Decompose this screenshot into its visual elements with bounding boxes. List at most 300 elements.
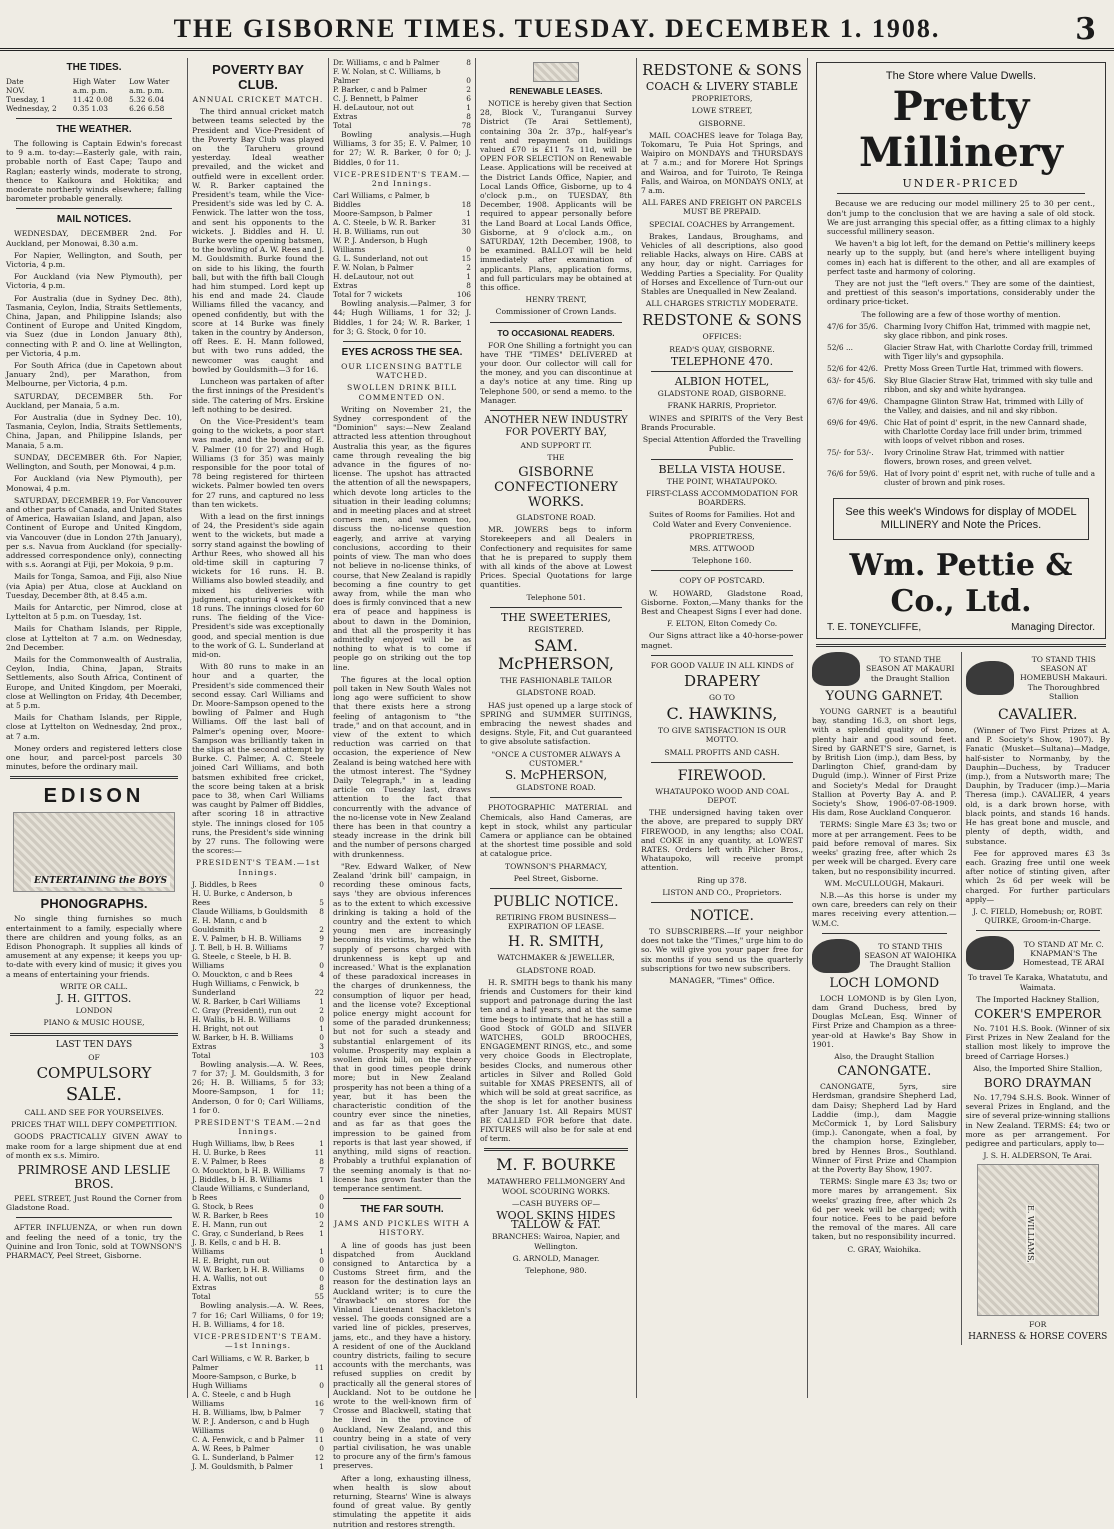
row-label: J. T. Bell, b H. B. Williams (192, 942, 288, 952)
telephone: Telephone 160. (692, 556, 752, 566)
score-row (192, 889, 324, 907)
row-value: 2 (319, 1220, 324, 1230)
cash-buyers: —CASH BUYERS OF— (511, 1198, 601, 1208)
divider (490, 410, 622, 411)
score-row (333, 272, 471, 281)
score-row (192, 1390, 324, 1408)
gisborne: GISBORNE. (698, 118, 746, 128)
hat-price: 47/6 for 35/6. (827, 321, 878, 331)
row-value: 0 (466, 76, 471, 85)
proprietress: PROPRIETRESS, (689, 531, 755, 541)
total-value: 103 (309, 1050, 324, 1060)
hat-description: Chic Hat of point d' esprit, in the new Cannard shade, with Charlotte Corday lace frill under brim, trimmed with loops of velvet ribbon and roses. (883, 417, 1087, 445)
row-value: 2 (319, 1005, 324, 1015)
peel-text: PEEL STREET, Just Round the Corner from Gladstone Road. (6, 1194, 182, 1213)
row-value: 9 (319, 933, 324, 943)
hat-item (827, 322, 1095, 343)
row-label: Hugh Williams, c Fenwick, b Sunderland (192, 978, 299, 997)
article-para: A line of goods has just been dispatched from Auckland consigned to Antarctica by a Customs Street firm, and the reason for the destination lays an Auckland writer; is to cure the "drawback" on stores for the Vinland Lieutenant Shackleton's vessel. The goods consigned are a varied line of pickles, preserves, jams, etc., and they have a history. A resident of one of the Auckland country districts, failing to secure accounts with the merchants, was refused supplies on credit by practically all the general stores of Auckland. Not to be outdone he wrote to the well-known firm of Crosse and Blackwell, stating that he lived in the province of Auckland, New Zealand, and this country being in a state of very partial civilisation, he was unable to procure any of the firm's famous preserves. (333, 1240, 471, 1471)
score-row (192, 1139, 324, 1148)
total-row (333, 121, 471, 130)
knapman: TO STAND AT Mr. C. KNAPMAN'S The Homestead, TE ARAI (1023, 939, 1105, 967)
score-row (192, 1283, 324, 1292)
table-cell: NOV. (6, 86, 25, 95)
column-5 (641, 58, 803, 1398)
masthead (0, 8, 1114, 51)
horse-icon (812, 939, 860, 973)
knapman-header (966, 936, 1111, 970)
row-value: 12 (314, 1452, 324, 1462)
table-cell: 0.35 1.03 (72, 104, 108, 113)
article-para: With a lead on the first innings of 24, the President's side again went to the wickets, but made a sorry stand against the bowling of Arthur Rees, who showed all his old-time skill in capturing 7 wickets for 16 runs. H. B. Williams also bowled steadily, and mixed his deliveries with judgment, capturing 4 wickets for 18 runs. The innings closed for 60 runs. The fielding of the Vice-President's side was exceptionally good, and special mention is due to the work of G. L. Sunderland at mid-on. (192, 511, 324, 659)
score-row (192, 1211, 324, 1220)
article-para: On the Vice-President's team going to the wickets, a poor start was made, and the bowling of E. V. Palmer (10 for 27) and Hugh Williams (3 for 35) was mainly responsible for the poor total of 78 being registered for thirteen wickets. Palmer bowled ten overs for 27 runs, and captured no less than ten wickets. (192, 416, 324, 509)
cav-fee: Fee for approved mares £3 3s each. Grazing free until one week after notice of stinting given, after which 2s 6d per week will be charged. For further particulars apply— (965, 848, 1110, 904)
peel-street: Peel Street, Gisborne. (513, 873, 599, 883)
hat-price: 75/- for 53/-. (827, 447, 874, 457)
special-attention: Special Attention Afforded the Travelling Public. (642, 435, 802, 454)
wines-text: WINES and SPIRITS of the Very Best Brands Procurable. (641, 413, 803, 432)
row-label: Moore-Sampson, b Palmer (333, 209, 433, 219)
hat-price: 69/6 for 49/6. (827, 417, 878, 427)
hat-price: 63/- for 45/6. (827, 375, 876, 385)
occasional-heading: TO OCCASIONAL READERS. (497, 327, 615, 338)
millinery-intro: Because we are reducing our model millinery 25 to 30 per cent., don't jump to the conclusion that we are having a sale of old stock. We are just arranging this special offer, as a fitting climax to a highly successful millinery season. (827, 199, 1095, 237)
row-value: 8 (319, 1283, 324, 1293)
canongate-text: CANONGATE, 5yrs, sire Herdsman, grandsire Shepherd Lad, dam Daisy; Shepherd Lad by Hard Laddie (imp.), dam Maggie McCormick 1, by Lord Salisbury (imp.). Canongate, when a foal, by the champion horse, Ezingleber, bred by Hennes Bros., Southland. Winner of First Prize and Champion at the Poverty Bay Show, 1907. (812, 1082, 957, 1174)
mail-coaches: MAIL COACHES leave for Tolaga Bay, Tokomaru, Te Puia Hot Springs, and Waipiro on MONDAYS and THURSDAYS at 7 a.m.; and for Morere Hot Springs and Wairoa, and for Tuiroto, Te Reinga Falls, and Wairoa, on MONDAYS ONLY, at 7 a.m. (641, 130, 803, 196)
divider (976, 930, 1101, 931)
score-row (192, 880, 324, 889)
score-row (333, 209, 471, 218)
eyes-heading: EYES ACROSS THE SEA. (341, 347, 463, 359)
president-innings-heading: PRESIDENT'S TEAM.—1st Innings. (195, 858, 321, 877)
bowling-analysis: Bowling analysis.—Palmer, 3 for 44; Hugh Williams, 1 for 32; J. Biddles, 1 for 24; W. R. Barker, 1 for 3; G. Stock, 0 for 10. (333, 299, 471, 336)
score-row (333, 94, 471, 103)
score-row (192, 1256, 324, 1265)
reads-quay: READ'S QUAY, GISBORNE. (669, 344, 775, 354)
for-good-value: FOR GOOD VALUE IN ALL KINDS of (650, 660, 794, 670)
eyes-subheading-2: SWOLLEN DRINK BILL COMMENTED ON. (346, 383, 458, 402)
mail-para: WEDNESDAY, DECEMBER 2nd. For Auckland, per Monowai, 8.30 a.m. (6, 229, 182, 248)
another-industry: ANOTHER NEW INDUSTRY (484, 415, 628, 427)
row-label: Claude Williams, b Gouldsmith (192, 906, 308, 916)
divider (651, 459, 793, 460)
hackney: The Imported Hackney Stallion, (976, 994, 1100, 1004)
london-label: LONDON (75, 1006, 113, 1016)
prices-text: PRICES THAT WILL DEFY COMPETITION. (10, 1120, 178, 1130)
retiring-text: RETIRING FROM BUSINESS—EXPIRATION OF LEASE. (495, 913, 617, 932)
row-value: 8 (319, 1157, 324, 1167)
row-value: 8 (466, 281, 471, 291)
charges-text: ALL CHARGES STRICTLY MODERATE. (645, 299, 799, 309)
watchmaker: WATCHMAKER & JEWELLER, (497, 953, 615, 963)
pettie-name: Wm. Pettie & Co., Ltd. (849, 547, 1073, 619)
column-2 (192, 58, 324, 1471)
divider (651, 655, 793, 656)
table-cell: Wednesday, 2 (6, 104, 57, 113)
row-value: 22 (314, 987, 324, 997)
cricket-subheading: ANNUAL CRICKET MATCH. (192, 95, 324, 104)
shire: Also, the Imported Shire Stallion, (973, 1063, 1103, 1073)
mail-para: For Napier, Wellington, and South, per Victoria, 4 p.m. (6, 250, 182, 270)
row-value: 1 (319, 1461, 324, 1471)
row-value: 1 (466, 209, 471, 219)
young-terms: TERMS: Single Mare £3 3s; two or more at per arrangement. Fees to be paid before removal of mares. Six weeks' grazing free, after which 2s per week will be charged. Every care taken, but no responsibility incurred. (812, 820, 957, 876)
row-value: 1 (319, 996, 324, 1006)
registered: REGISTERED. (528, 624, 584, 634)
row-value: 8 (466, 112, 471, 121)
row-label: J. Biddles, b H. B. Williams (192, 1175, 293, 1185)
row-label: G. Stock, b Rees (192, 1202, 254, 1212)
score-row (192, 1033, 324, 1042)
divider (490, 322, 622, 323)
article-para: The third annual cricket match between teams selected by the President and Vice-President of the Poverty Bay Club was played on the Taruheru ground yesterday. Ideal weather prevailed, and the wicket and outfield were in excellent order. W. R. Barker captained the President's team, while the Vice-President's side was led by C. A. Fenwick. The latter won the toss, and sent his opponents to the wickets. J. Biddles and H. U. Burke were the opening batsmen, to the bowling of A. W. Rees and J. M. Gouldsmith. Burke found the on side to his liking, the fourth ball, but with the fifth ball Clough had him stumped. Lord kept up his end and made 24. Claude Williams filled the vacancy, and opened confidently, but with the score at 14 Burke was finely taken in the country by Anderson, off Rees. E. H. Mann followed, but with two runs added, the newcomer was caught and bowled by Gouldsmith—3 for 16. (192, 107, 324, 374)
mail-para: For Auckland (via New Plymouth), per Victoria, 4 p.m. (6, 272, 182, 291)
row-label: Carl Williams, c Palmer, b Biddles (333, 191, 430, 210)
tides-col-low: Low Water (129, 77, 170, 86)
loch-header (812, 939, 957, 973)
gladstone-road: GLADSTONE ROAD. (516, 512, 596, 522)
divider (651, 902, 793, 903)
president-innings-table (192, 880, 324, 1051)
total-label: Total (333, 121, 352, 130)
row-value: 18 (461, 200, 471, 210)
score-row (192, 970, 324, 979)
row-label: F. W. Nolan, st C. Williams, b Palmer (333, 67, 441, 85)
column-6 (812, 58, 1110, 1398)
row-value: 5 (319, 897, 324, 907)
row-label: H. A. Wallis, not out (192, 1274, 267, 1284)
suites-text: Suites of Rooms for Families. Hot and Cold Water and Every Convenience. (649, 510, 795, 529)
score-row (333, 191, 471, 209)
divider (16, 1217, 172, 1218)
stallion-col-left (812, 652, 962, 1345)
row-value: 11 (314, 1434, 324, 1444)
row-label: W. W. Barker, b H. B. Williams (192, 1265, 305, 1275)
row-value: 6 (466, 94, 471, 103)
goods-text: GOODS PRACTICALLY GIVEN AWAY to make room for a large shipment due at end of month ex s.s. Mimiro. (6, 1132, 182, 1160)
row-label: H. Bright, not out (192, 1023, 259, 1033)
row-label: E. H. Mann, run out (192, 1220, 268, 1230)
offices: OFFICES: (702, 332, 742, 342)
score-row (192, 934, 324, 943)
score-row (333, 67, 471, 85)
column-rule (807, 58, 808, 1398)
score-row (192, 1166, 324, 1175)
horse-icon (812, 652, 860, 686)
store-tagline: The Store where Value Dwells. (885, 70, 1037, 82)
score-row (192, 1408, 324, 1417)
row-value: 0 (319, 960, 324, 970)
s-mcpherson: S. McPHERSON, (504, 767, 608, 782)
arnold-manager: G. ARNOLD, Manager. (512, 1253, 600, 1263)
row-label: Moore-Sampson, c Burke, b Hugh Williams (192, 1371, 297, 1390)
row-label: A. C. Steele, b W. R. Barker (333, 218, 436, 228)
gladstone-road: GLADSTONE ROAD. (516, 688, 596, 698)
vice-innings-continued (333, 58, 471, 121)
cav-stand: TO STAND THIS SEASON AT HOMEBUSH Makauri. The Thoroughbred Stallion (1020, 655, 1108, 701)
score-row (192, 952, 324, 970)
mail-notices (6, 229, 182, 771)
lowe-street: LOWE STREET, (691, 106, 753, 116)
horse-icon (966, 661, 1014, 695)
row-label: Extras (192, 1041, 217, 1051)
of-label: OF (88, 1052, 100, 1062)
director-line (827, 623, 1095, 632)
row-value: 2 (466, 263, 471, 273)
toneycliffe: T. E. TONEYCLIFFE, (827, 621, 922, 633)
tides-col-high: High Water (72, 77, 116, 86)
row-value: 0 (319, 1256, 324, 1266)
row-label: H. E. Bright, run out (192, 1256, 270, 1266)
row-label: H. Wallis, b H. B. Williams (192, 1014, 291, 1024)
compulsory: COMPULSORY (36, 1064, 152, 1083)
signs-text: Our Signs attract like a 40-horse-power magnet. (641, 631, 803, 650)
row-label: G. L. Sunderland, not out (333, 254, 428, 264)
small-profits: SMALL PROFITS AND CASH. (664, 747, 780, 757)
divider (490, 797, 622, 798)
divider (16, 118, 172, 119)
edison-phonograph-illustration (13, 812, 175, 892)
row-label: E. H. Mann, c and b Gouldsmith (192, 915, 267, 934)
renewable-notice: NOTICE is hereby given that Section 28, Block V., Turanganui Survey District (Te Arai Settlement), containing 30a 2r. 37p., half-year's rent and repayment on buildings valued £70 is £11 7s 11d, will be OPEN FOR SELECTION on Renewable Lease. Applications will be received at the District Lands Office, Napier, and Local Lands Office, Gisborne, up to 4 o'clock p.m., on TUESDAY, 8th December, 1908. Applicants will be required to appear personally before the Land Board at Local Lands Office, Gisborne, at 9 o'clock a.m., on SATURDAY, 12th December, 1908, to be examined. BALLOT will be held immediately after examination of applicants. Plans, application forms, and full particulars may be obtained at this office. (480, 99, 632, 293)
hat-item (827, 376, 1095, 397)
score-row (192, 1372, 324, 1390)
score-row (333, 281, 471, 290)
hat-description: Champagne Glinton Straw Hat, trimmed with Lilly of the Valley, and daisies, and nil and sky ribbon. (883, 396, 1084, 415)
score-row (192, 1238, 324, 1256)
column-1 (6, 58, 182, 1398)
sale: SALE. (65, 1084, 123, 1106)
row-label: W. Barker, b H. B. Williams (192, 1032, 294, 1042)
divider (651, 371, 793, 372)
fares-notice: ALL FARES AND FREIGHT ON PARCELS MUST BE PREPAID. (642, 198, 802, 217)
divider (651, 762, 793, 763)
bella-vista: BELLA VISTA HOUSE. (658, 462, 786, 476)
score-row (333, 103, 471, 112)
row-value: 7 (319, 1166, 324, 1176)
row-value: 2 (319, 924, 324, 934)
firewood-text: THE undersigned having taken over the above, are prepared to supply DRY FIREWOOD, in any lengths; also COAL and COKE in any quantity, at LOWEST RATES. Orders left with Pilcher Bros., Whataupoko, will receive prompt attention. (641, 808, 803, 873)
mail-para: For Australia (due in Sydney Dec. 8th), Tasmania, Ceylon, India, Straits Settlements, China, Japan, and Philippine Islands; also Continent of Europe and United Kingdom, via Suez (due in London January 8th), connecting with P. and O. line at Wellington, per Victoria, 4 p.m. (6, 293, 182, 358)
vice-second-table (333, 191, 471, 290)
go-to: GO TO (709, 692, 735, 702)
elton-signature: F. ELTON, Elton Comedy Co. (666, 619, 778, 629)
bowling-analysis: Bowling analysis.—Hugh Williams, 3 for 35; E. V. Palmer, 10 for 27; W. R. Barker, 0 for 0; J. Biddles, 0 for 11. (333, 130, 471, 167)
total-value: 55 (314, 1292, 324, 1302)
mail-para: Money orders and registered letters close one hour, and parcel-post parcels 30 minutes, before the ordinary mail. (6, 743, 182, 772)
row-label: W. P. J. Anderson, c and b Hugh Williams (192, 1416, 310, 1435)
primrose-name: PRIMROSE AND LESLIE BROS. (17, 1163, 171, 1192)
row-label: W. R. Barker, b Rees (192, 1211, 269, 1221)
frank-harris: FRANK HARRIS, Proprietor. (667, 401, 777, 411)
mail-para: Mails for Chatham Islands, per Ripple, close at Lyttelton at 7 a.m. on Wednesday, 2nd December. (6, 624, 182, 652)
column-rule (636, 58, 637, 1398)
score-row (333, 236, 471, 254)
hat-description: Sky Blue Glacier Straw Hat, trimmed with sky tulle and ribbon, and sky and white hydrangea. (883, 375, 1093, 394)
harness-collar-illustration (977, 1164, 1099, 1316)
see-windows: See this week's Windows for display of MODEL MILLINERY and Note the Prices. (845, 505, 1077, 531)
public-notice-heading: PUBLIC NOTICE. (493, 894, 619, 910)
mail-para: For Auckland (via New Plymouth), per Monowai, 4 p.m. (6, 474, 182, 493)
score-row (192, 1462, 324, 1471)
special-coaches: SPECIAL COACHES by Arrangement. (649, 219, 795, 229)
telephone-470: TELEPHONE 470. (670, 354, 774, 368)
mrs-attwood: MRS. ATTWOOD (689, 543, 755, 553)
score-row (333, 254, 471, 263)
row-label: E. V. Palmer, b H. B. Williams (192, 933, 302, 943)
score-row (192, 1024, 324, 1033)
canongate-terms: TERMS: Single mare £3 3s; two or more mares by arrangement. Six weeks' grazing free, after which 2s 6d per week will be charged; with four notice. Fees to be paid before the removal of the mares. All care taken, but no responsibility incurred. (812, 1177, 957, 1242)
hat-price: 52/6 for 42/6. (827, 363, 878, 373)
hat-description: Charming Ivory Chiffon Hat, trimmed with magpie net, sky glace ribbon, and pink roses. (883, 321, 1091, 340)
row-label: A. W. Rees, b Palmer (192, 1443, 270, 1453)
table-cell: 11.42 0.08 (72, 95, 113, 104)
wool-skins: WOOL SKINS HIDES TALLOW & FAT. (496, 1209, 616, 1232)
smith-text: H. R. SMITH begs to thank his many friends and Customers for their kind support and patronage during the last ten and a half years, and at the same time begs to intimate that he has still a Good Stock of GOLD and SILVER WATCHES, GOLD BROOCHES, ENGAGEMENT RINGS, etc., and some very choice Goods in Electroplate, besides Clocks, and numerous other articles in Silver and Rolled Gold suitable for XMAS PRESENTS, all of which will be sold at great sacrifice, as the shop is let for another business after January 1st. All Repairs MUST BE CALLED FOR before that date. FIXTURES will also be for sale at end of term. (480, 977, 632, 1144)
score-row (192, 1265, 324, 1274)
managing-director: Managing Director. (1011, 621, 1095, 633)
masthead-title: THE GISBORNE TIMES. TUESDAY. DECEMBER 1. 1908. (173, 14, 941, 43)
field-signature: J. C. FIELD, Homebush; or, ROBT. QUIRKE, Groom-in-Charge. (972, 906, 1103, 926)
drapery: DRAPERY (684, 671, 760, 690)
influenza-ad: AFTER INFLUENZA, or when run down and feeling the need of a tonic, try the Quinine and Iron Tonic, sold at TOWNSON'S PHARMACY, Peel Street, Gisborne. (6, 1223, 182, 1261)
eyes-subheading: OUR LICENSING BATTLE WATCHED. (341, 362, 463, 381)
millinery-intro-2: We haven't a big lot left, for the demand on Pettie's millinery keeps nearly up to the supply, but (and here's where intelligent buying comes in) each hat is different to the other, and all are examples of perfect taste and harmony of coloring. (827, 239, 1095, 276)
millinery-intro-3: They are not just the "left overs." They are some of the daintiest, and prettiest of this season's importations, considerably under the ordinary price-ticket. (827, 279, 1095, 307)
total-label: Total for 7 wickets (333, 290, 403, 300)
bowling-analysis: Bowling analysis.—A. W. Rees, 7 for 37; J. M. Gouldsmith, 3 for 26; H. B. Williams, 5 for 33; Moore-Sampson, 1 for 11; Anderson, 0 for 0; Carl Williams, 1 for 0. (192, 1059, 324, 1115)
score-row (333, 263, 471, 272)
table-cell: 5.32 6.04 (129, 95, 165, 104)
divider (10, 1033, 178, 1036)
row-label: E. V. Palmer, b Rees (192, 1157, 267, 1167)
brakes-text: Brakes, Landaus, Broughams, and Vehicles of all descriptions, also good reliable Hacks, always on Hire. CABS at any hour, day or night. Carriages for Wedding Parties a Speciality. For Quality of Horses and Excellence of Turn-out our Stables are Unequalled in New Zealand. (641, 231, 803, 297)
mail-para: Mails for Chatham Islands, per Ripple, close at Lyttelton on Wednesday, 2nd prox., at 7 a.m. (6, 713, 182, 741)
score-row (192, 1354, 324, 1372)
score-row (192, 1015, 324, 1024)
hat-description: Hat of Ivory point d' esprit net, with ruche of tulle and a cluster of brown and pink roses. (883, 468, 1095, 487)
mail-para: SATURDAY, DECEMBER 19. For Vancouver and other parts of Canada, and United States of America, Hawaiian Island, and Japan, also Continent of Europe and United Kingdom, via Vancouver (due in London 27th January), per s.s. Navua from Auckland (for specially-addressed correspondence only), connecting with s.s. Aorangi at Fiji, per Mokoia, 9 p.m. (6, 495, 182, 570)
total-row (192, 1051, 324, 1060)
row-label: C. Gray, c Sunderland, b Rees (192, 1229, 304, 1239)
loch-text: LOCH LOMOND is by Glen Lyon, dam Grand Duchess, bred by Douglas McLean, Esq. Winner of First Prize and Champion as a three-year-old at Hawke's Bay Show in 1901. (812, 993, 957, 1049)
row-label: H. U. Burke, c Anderson, b Rees (192, 888, 293, 907)
mail-para: Mails for Antarctic, per Nimrod, close at Lyttelton at 5 p.m. on Tuesday, 1st. (6, 602, 182, 622)
row-value: 4 (319, 969, 324, 979)
tides-table (6, 77, 182, 113)
notice-heading: NOTICE. (690, 908, 754, 924)
vice-second-heading: VICE-PRESIDENT'S TEAM.—2nd Innings. (333, 169, 471, 189)
photographic-text: PHOTOGRAPHIC MATERIAL and Chemicals, also Hand Cameras, are kept in stock, whilst any particular Camera or appliance can be obtained at the shortest time possible and sold at catalogue price. (480, 803, 632, 859)
hat-item (827, 469, 1095, 490)
score-row (333, 85, 471, 94)
piano-house: PIANO & MUSIC HOUSE, (43, 1018, 145, 1028)
branches: BRANCHES: Wairoa, Napier, and Wellington. (491, 1232, 621, 1251)
mail-para: SUNDAY, DECEMBER 6th. For Napier, Wellington, and South, per Monowai, 4 p.m. (6, 452, 182, 472)
for-poverty-bay: FOR POVERTY BAY, (505, 427, 607, 439)
score-row (333, 218, 471, 227)
divider (343, 341, 461, 342)
score-row (192, 997, 324, 1006)
column-rule (328, 58, 329, 1398)
mccullough: WM. McCULLOUGH, Makauri. (824, 878, 945, 888)
row-label: W. R. Barker, b Carl Williams (192, 996, 301, 1006)
total-row (192, 1292, 324, 1301)
williams-label: E. WILLIAMS, (1025, 1205, 1035, 1264)
poverty-bay-club-heading: POVERTY BAY CLUB. (212, 62, 304, 92)
cavalier: CAVALIER. (998, 707, 1078, 724)
harness-covers: HARNESS & HORSE COVERS (968, 1331, 1108, 1342)
divider (490, 607, 622, 608)
row-label: O. Mouckton, b H. B. Williams (192, 1166, 306, 1176)
gittos-name: J. H. GITTOS. (56, 992, 132, 1006)
cokers-emperor: COKER'S EMPEROR (974, 1006, 1102, 1021)
cokers-text: No. 7101 H.S. Book. (Winner of six First Prizes in New Zealand for the stallion most likely to improve the breed of Carriage Horses.) (965, 1023, 1110, 1061)
cavalier-header (966, 652, 1111, 704)
divider (822, 933, 947, 934)
hat-description: Glacier Straw Hat, with Charlotte Corday frill, trimmed with Tiger lily's and gypsophila. (883, 342, 1093, 361)
albion-hotel: ALBION HOTEL, (674, 375, 770, 389)
redstone-name: REDSTONE & SONS (642, 61, 802, 79)
column-3 (333, 58, 471, 1529)
row-value: 7 (319, 1407, 324, 1417)
loch-lomond: LOCH LOMOND (829, 975, 940, 991)
vice-innings-table (192, 1354, 324, 1471)
young-text: YOUNG GARNET is a beautiful bay, standing 16.3, on short legs, with a splendid quality of bone, plenty hair and good sound feet. Sired by GARNET'S sire, Garnet, is by British Lion (imp.), dam Bess, by Darlington Chief, grand-dam by Duguld (imp.). Winner of First Prize and Society's Medal for Draught Stallion at Poverty Bay A. and P. Society's Show, 1906-07-08-1909. His dam, Rose Auckland Conqueror. (812, 707, 957, 818)
total-label: Total (192, 1292, 211, 1302)
score-row (192, 1042, 324, 1051)
manager-signature: MANAGER, "Times" Office. (669, 976, 775, 986)
row-label: Extras (333, 281, 358, 291)
hat-price: 67/6 for 49/6. (827, 396, 878, 406)
row-value: 1 (319, 1139, 324, 1149)
tides-heading: THE TIDES. (66, 62, 122, 73)
mail-para: Mails for the Commonwealth of Australia, Ceylon, India, China, Japan, Straits Settlements, also South Africa, Continent of Europe, and United Kingdom, per Moeraki, close at Wellington on Friday, 4th December, at 5 p.m. (6, 654, 182, 710)
divider (16, 208, 172, 209)
row-value: 0 (319, 1380, 324, 1390)
row-label: Carl Williams, c W. R. Barker, b Palmer (192, 1353, 310, 1372)
hat-item (827, 418, 1095, 448)
score-row (192, 1453, 324, 1462)
stallion-col-right (962, 652, 1111, 1345)
confectionery-works: GISBORNE CONFECTIONERY WORKS. (494, 464, 618, 510)
once-customer: "ONCE A CUSTOMER ALWAYS A CUSTOMER." (491, 749, 621, 768)
renewable-heading: RENEWABLE LEASES. (509, 86, 603, 96)
row-label: H. U. Burke, b Rees (192, 1148, 266, 1158)
proprietors: PROPRIETORS, (691, 94, 753, 104)
row-value: 10 (314, 1211, 324, 1221)
score-row (192, 1220, 324, 1229)
far-south-heading: THE FAR SOUTH. (360, 1204, 444, 1216)
total-row (333, 290, 471, 299)
article-para: With 80 runs to make in an hour and a quarter, the President's side commenced their second essay. Carl Williams and Dr. Moore-Sampson opened to the bowling of Palmer and Hugh Williams. Off the last ball of Palmer's opening over, Moore-Sampson was brilliantly taken in the slips at the second attempt by Burke. C. Palmer, A. C. Steele joined Carl Williams, and both batsmen exhibited free cricket, the score being taken at a brisk pace to 38, when Carl Williams was caught by Palmer off Biddles, after scoring 18 in attractive style. The innings closed for 105 runs, the President's side winning by 27 runs. The following were the scores:— (192, 662, 324, 856)
row-value: 3 (319, 1041, 324, 1051)
score-row (192, 979, 324, 997)
albion-address: GLADSTONE ROAD, GISBORNE. (657, 389, 787, 399)
page-number: 3 (1075, 12, 1096, 47)
row-label: Extras (192, 1283, 217, 1293)
article-para: "Rev. Edward Walker, of New Zealand 'drink bill' campaign, in recording these ominous facts, says 'they are obvious inferences as to the extent to which excessive drinking is taking a hold of the country and the extent to which young men are increasingly becoming its victims, by which the supply of persons charged with drunkenness is kept up and increased.' What is the explanation of these paradoxical increases in the charges of drunkenness, the consumption of liquor per head, and the license vote? Exceptional police energy might account for some of the paraded drunkenness; but not for such a steady and substantial enlargement of its volume. Prosperity may explain a swollen drink bill, on the theory that in good times people drink more; but in New Zealand prosperity has not been a thing of a year, but it has been the characteristic condition of the country ever since the nineties, and as far as that goes the impression to be gained from reports is that last year showed, if anything, mild signs of reaction. Probably a truthful explanation of the seeming anomaly is that no-license has grown faster than the temperance sentiment. (333, 861, 471, 1193)
stallion-ads (812, 652, 1110, 1345)
tides-col-date: Date (6, 77, 24, 86)
total-label: Total (192, 1050, 211, 1060)
article-para: After a long, exhausting illness, when health is slow about returning, Stearns' Wine is always found of great value. By gently stimulating the appetite it aids nutrition and restores strength. (333, 1473, 471, 1529)
divider (837, 193, 1085, 194)
table-cell: a.m. p.m. (129, 86, 164, 95)
mail-para: For Australia (due in Sydney Dec. 10), Tasmania, Ceylon, India, Straits Settlements, China, Japan, and Philippine Islands, per Manaia, 5 a.m. (6, 413, 182, 450)
